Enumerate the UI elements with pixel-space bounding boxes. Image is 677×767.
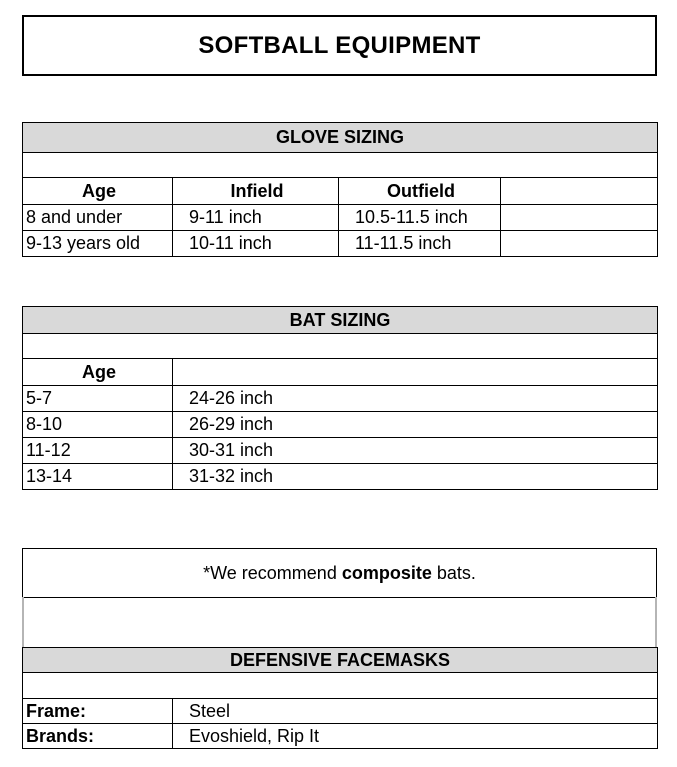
bat-age: 5-7 xyxy=(23,386,173,412)
page-title: SOFTBALL EQUIPMENT xyxy=(198,31,481,59)
empty-cell xyxy=(501,231,658,257)
bat-size: 30-31 inch xyxy=(173,438,658,464)
note-prefix: *We recommend xyxy=(203,562,342,583)
facemasks-heading: DEFENSIVE FACEMASKS xyxy=(23,648,658,673)
bat-sizing-heading: BAT SIZING xyxy=(23,307,658,334)
bat-size: 24-26 inch xyxy=(173,386,658,412)
bat-age: 11-12 xyxy=(23,438,173,464)
bat-size: 26-29 inch xyxy=(173,412,658,438)
table-row xyxy=(23,205,658,231)
glove-age: 9-13 years old xyxy=(23,231,173,257)
table-row xyxy=(23,724,658,749)
facemask-value: Steel xyxy=(173,699,658,724)
glove-col-age: Age xyxy=(23,178,173,205)
glove-age: 8 and under xyxy=(23,205,173,231)
bat-col-age: Age xyxy=(23,359,173,386)
note-emphasis: composite xyxy=(341,562,432,583)
table-row xyxy=(23,231,658,257)
facemask-label: Brands: xyxy=(23,724,173,749)
table-row xyxy=(23,412,658,438)
glove-infield: 10-11 inch xyxy=(173,231,339,257)
glove-outfield: 11-11.5 inch xyxy=(339,231,501,257)
glove-col-infield: Infield xyxy=(173,178,339,205)
title-box xyxy=(22,15,657,76)
empty-cell xyxy=(173,359,658,386)
glove-sizing-heading: GLOVE SIZING xyxy=(23,123,658,153)
bat-size: 31-32 inch xyxy=(173,464,658,490)
empty-cell xyxy=(501,205,658,231)
glove-sizing-table xyxy=(22,122,658,257)
glove-infield: 9-11 inch xyxy=(173,205,339,231)
blank-row xyxy=(23,153,658,178)
note-suffix: bats. xyxy=(431,562,476,583)
bat-age: 8-10 xyxy=(23,412,173,438)
facemasks-table xyxy=(22,647,658,749)
empty-cell xyxy=(501,178,658,205)
spacer-box xyxy=(22,597,657,648)
glove-outfield: 10.5-11.5 inch xyxy=(339,205,501,231)
facemask-value: Evoshield, Rip It xyxy=(173,724,658,749)
bat-sizing-table xyxy=(22,306,658,490)
table-row xyxy=(23,438,658,464)
table-row xyxy=(23,699,658,724)
bat-age: 13-14 xyxy=(23,464,173,490)
glove-col-outfield: Outfield xyxy=(339,178,501,205)
facemask-label: Frame: xyxy=(23,699,173,724)
table-row xyxy=(23,386,658,412)
blank-row xyxy=(23,334,658,359)
blank-row xyxy=(23,673,658,699)
recommendation-note xyxy=(22,548,657,598)
table-row xyxy=(23,464,658,490)
